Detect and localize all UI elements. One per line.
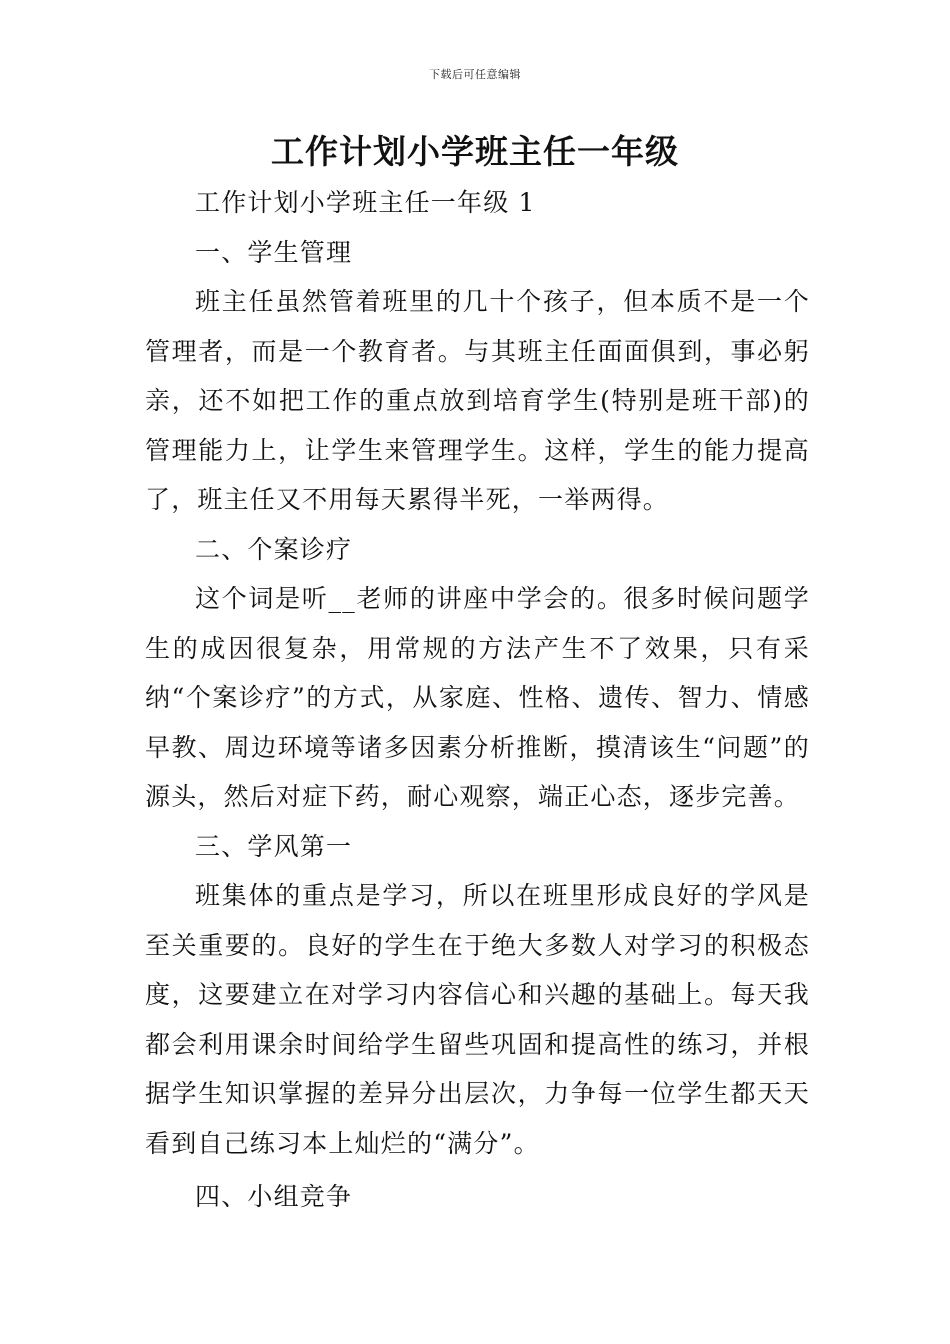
section-heading-study-atmosphere: 三、学风第一 bbox=[195, 831, 353, 861]
section-heading-group-competition: 四、小组竞争 bbox=[195, 1182, 353, 1211]
document-title: 工作计划小学班主任一年级 bbox=[271, 132, 679, 171]
section-heading-student-management: 一、学生管理 bbox=[195, 237, 353, 267]
section-paragraph-case-diagnosis: 这个词是听__老师的讲座中学会的。很多时候问题学生的成因很复杂，用常规的方法产生不了效果，只有采纳“个案诊疗”的方式，从家庭、性格、遗传、智力、情感早教、周边环境等诸多因素分析推断，摸清该生“问题”的源头，然后对症下药，耐心观察，端正心态，逐步完善。 bbox=[145, 584, 810, 811]
header-note: 下载后可任意编辑 bbox=[429, 68, 521, 81]
document-subtitle: 工作计划小学班主任一年级 1 bbox=[195, 188, 536, 217]
section-paragraph-student-management: 班主任虽然管着班里的几十个孩子，但本质不是一个管理者，而是一个教育者。与其班主任面面俱到，事必躬亲，还不如把工作的重点放到培育学生(特别是班干部)的管理能力上，让学生来管理学生。这样，学生的能力提高了，班主任又不用每天累得半死，一举两得。 bbox=[145, 287, 810, 514]
section-heading-case-diagnosis: 二、个案诊疗 bbox=[195, 534, 353, 564]
document-body bbox=[145, 178, 810, 1222]
section-paragraph-study-atmosphere: 班集体的重点是学习，所以在班里形成良好的学风是至关重要的。良好的学生在于绝大多数人对学习的积极态度，这要建立在对学习内容信心和兴趣的基础上。每天我都会利用课余时间给学生留些巩固和提高性的练习，并根据学生知识掌握的差异分出层次，力争每一位学生都天天看到自己练习本上灿烂的“满分”。 bbox=[145, 881, 810, 1158]
